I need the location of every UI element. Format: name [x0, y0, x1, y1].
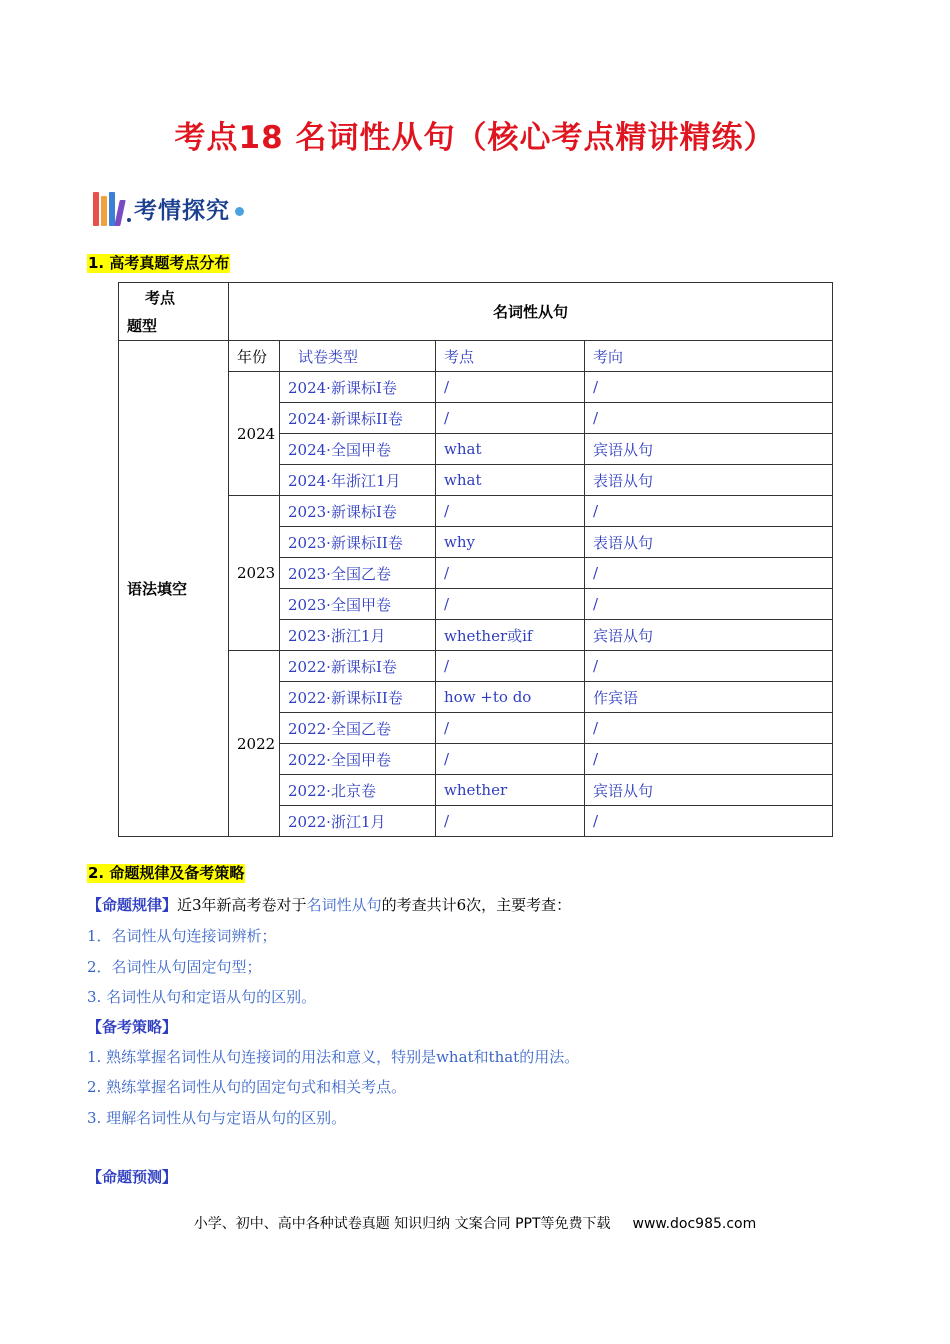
point-cell: how +to do	[436, 682, 585, 713]
point-cell: /	[436, 558, 585, 589]
direction-cell: 宾语从句	[585, 775, 833, 806]
rule-intro-a: 近3年新高考卷对于	[177, 896, 307, 914]
point-cell: /	[436, 651, 585, 682]
point-cell: /	[436, 806, 585, 837]
banner-dot	[127, 218, 131, 222]
col-header-paper: 试卷类型	[280, 341, 436, 372]
banner-title: 考情探究	[134, 197, 230, 224]
strategy-item: 3. 理解名词性从句与定语从句的区别。	[87, 1109, 347, 1127]
strategy-item: 1. 熟练掌握名词性从句连接词的用法和意义，特别是what和that的用法。	[87, 1048, 580, 1066]
predict-label: 【命题预测】	[87, 1168, 178, 1186]
footer-url[interactable]: www.doc985.com	[632, 1216, 757, 1232]
point-cell: what	[436, 434, 585, 465]
direction-cell: /	[585, 496, 833, 527]
year-cell: 2023	[229, 496, 280, 651]
direction-cell: 表语从句	[585, 527, 833, 558]
column-header-row	[119, 341, 833, 372]
paper-cell: 2022·新课标I卷	[280, 651, 436, 682]
rule-intro-b: 的考查共计6次，主要考查：	[381, 896, 572, 914]
banner-circle-icon	[235, 207, 244, 216]
direction-cell: /	[585, 558, 833, 589]
point-cell: /	[436, 589, 585, 620]
direction-cell: /	[585, 806, 833, 837]
paper-cell: 2023·新课标I卷	[280, 496, 436, 527]
rule-item: 2．名词性从句固定句型；	[87, 958, 262, 976]
header-tixing: 题型	[127, 316, 158, 335]
footer-text: 小学、初中、高中各种试卷真题 知识归纳 文案合同 PPT等免费下载	[193, 1216, 611, 1232]
point-cell: /	[436, 372, 585, 403]
point-cell: why	[436, 527, 585, 558]
paper-cell: 2023·全国乙卷	[280, 558, 436, 589]
header-main: 名词性从句	[229, 283, 833, 341]
rule-item: 1．名词性从句连接词辨析；	[87, 927, 277, 945]
col-header-direction: 考向	[585, 341, 833, 372]
direction-cell: /	[585, 713, 833, 744]
paper-cell: 2022·浙江1月	[280, 806, 436, 837]
paper-cell: 2022·北京卷	[280, 775, 436, 806]
direction-cell: /	[585, 403, 833, 434]
paper-cell: 2024·新课标II卷	[280, 403, 436, 434]
books-icon	[93, 190, 125, 226]
point-cell: /	[436, 713, 585, 744]
rule-intro-keyword: 名词性从句	[306, 896, 382, 914]
paper-cell: 2023·全国甲卷	[280, 589, 436, 620]
direction-cell: /	[585, 372, 833, 403]
paper-cell: 2024·年浙江1月	[280, 465, 436, 496]
strategy-label: 【备考策略】	[87, 1018, 178, 1036]
direction-cell: /	[585, 589, 833, 620]
paper-cell: 2024·新课标I卷	[280, 372, 436, 403]
rule-intro	[87, 894, 571, 915]
col-header-point: 考点	[436, 341, 585, 372]
paper-cell: 2024·全国甲卷	[280, 434, 436, 465]
paper-cell: 2022·新课标II卷	[280, 682, 436, 713]
year-cell: 2022	[229, 651, 280, 837]
point-cell: whether或if	[436, 620, 585, 651]
rule-label: 【命题规律】	[87, 896, 178, 914]
paper-cell: 2023·新课标II卷	[280, 527, 436, 558]
direction-cell: /	[585, 651, 833, 682]
point-cell: /	[436, 496, 585, 527]
col-header-year: 年份	[229, 341, 280, 372]
direction-cell: 宾语从句	[585, 620, 833, 651]
paper-cell: 2022·全国甲卷	[280, 744, 436, 775]
point-cell: whether	[436, 775, 585, 806]
category-cell: 语法填空	[119, 341, 229, 837]
direction-cell: /	[585, 744, 833, 775]
direction-cell: 宾语从句	[585, 434, 833, 465]
strategy-item: 2. 熟练掌握名词性从句的固定句式和相关考点。	[87, 1078, 407, 1096]
direction-cell: 作宾语	[585, 682, 833, 713]
paper-cell: 2022·全国乙卷	[280, 713, 436, 744]
point-cell: /	[436, 744, 585, 775]
exam-table	[118, 282, 833, 837]
page-footer	[0, 1213, 950, 1233]
point-cell: /	[436, 403, 585, 434]
section1-heading: 1. 高考真题考点分布	[88, 254, 230, 272]
point-cell: what	[436, 465, 585, 496]
section2-heading: 2. 命题规律及备考策略	[88, 864, 245, 882]
page-title: 考点18 名词性从句（核心考点精讲精练）	[174, 120, 776, 156]
header-corner-cell	[119, 283, 229, 341]
rule-item: 3. 名词性从句和定语从句的区别。	[87, 988, 317, 1006]
table-header-row	[119, 283, 833, 341]
header-kaodian: 考点	[145, 288, 176, 307]
direction-cell: 表语从句	[585, 465, 833, 496]
section-banner	[93, 186, 244, 230]
year-cell: 2024	[229, 372, 280, 496]
paper-cell: 2023·浙江1月	[280, 620, 436, 651]
